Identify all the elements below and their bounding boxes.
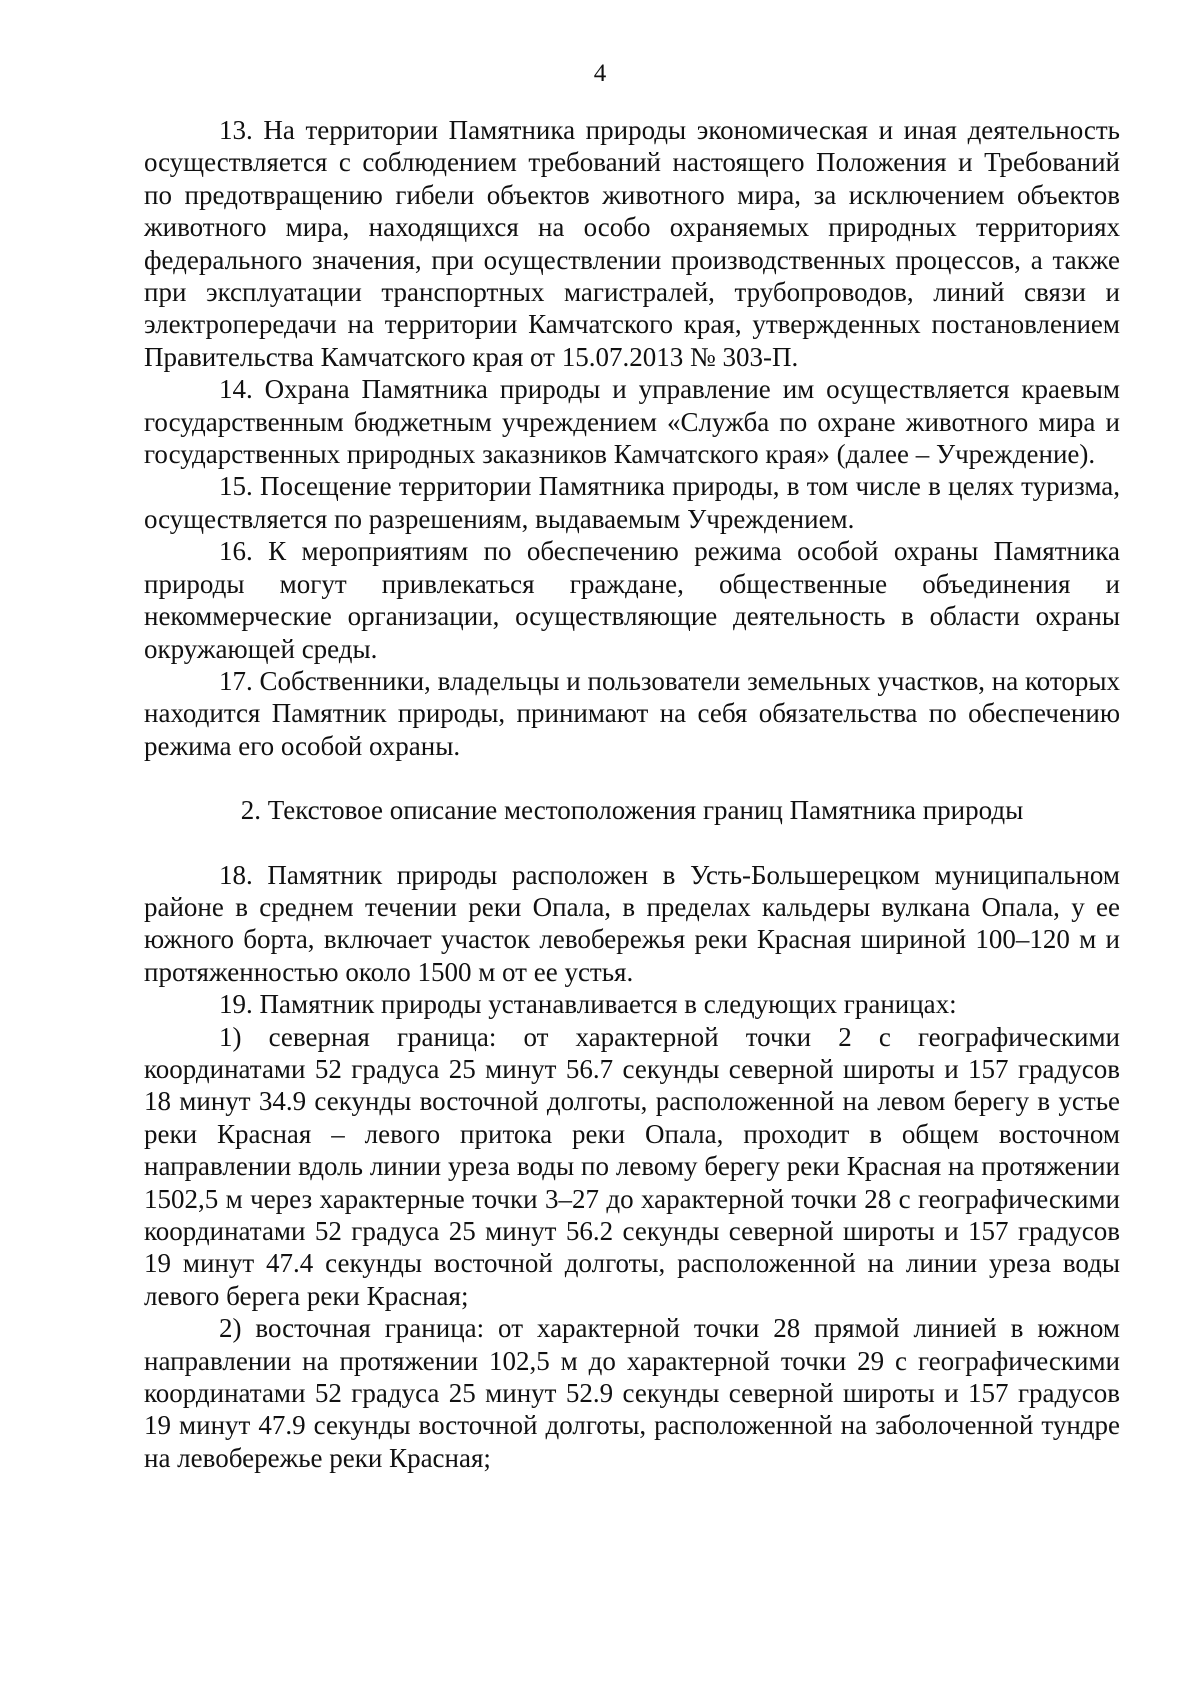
document-body xyxy=(144,114,1120,1474)
paragraph-16: 16. К мероприятиям по обеспечению режима особой охраны Памятника природы могут привлекаться граждане, общественные объединения и некоммерческие организации, осуществляющие деятельность в области охраны окружающей среды. xyxy=(144,536,1120,664)
paragraph-15: 15. Посещение территории Памятника природы, в том числе в целях туризма, осуществляется по разрешениям, выдаваемым Учреждением. xyxy=(144,471,1120,534)
paragraph-19: 19. Памятник природы устанавливается в следующих границах: xyxy=(219,989,957,1020)
paragraph-14: 14. Охрана Памятника природы и управление им осуществляется краевым государственным бюджетным учреждением «Служба по охране животного мира и государственных природных заказников Камчатского края» (далее – Учреждение). xyxy=(144,374,1120,470)
boundary-north: 1) северная граница: от характерной точки 2 с географическими координатами 52 градуса 25 минут 56.7 секунды северной широты и 157 градусов 18 минут 34.9 секунды восточной долготы, расположенной на левом берегу в устье реки Красная – левого притока реки Опала, проходит в общем восточном направлении вдоль линии уреза воды по левому берегу реки Красная на протяжении 1502,5 м через характерные точки 3–27 до характерной точки 28 с географическими координатами 52 градуса 25 минут 56.2 секунды северной широты и 157 градусов 19 минут 47.4 секунды восточной долготы, расположенной на линии уреза воды левого берега реки Красная; xyxy=(144,1021,1120,1311)
boundary-east: 2) восточная граница: от характерной точки 28 прямой линией в южном направлении на протяжении 102,5 м до характерной точки 29 с географическими координатами 52 градуса 25 минут 52.9 секунды северной широты и 157 градусов 19 минут 47.9 секунды восточной долготы, расположенной на заболоченной тундре на левобережье реки Красная; xyxy=(144,1313,1120,1473)
paragraph-17: 17. Собственники, владельцы и пользователи земельных участков, на которых находится Памятник природы, принимают на себя обязательства по обеспечению режима его особой охраны. xyxy=(144,665,1120,761)
page-number: 4 xyxy=(593,60,607,87)
section-heading: 2. Текстовое описание местоположения границ Памятника природы xyxy=(240,795,1024,826)
paragraph-18: 18. Памятник природы расположен в Усть-Большерецком муниципальном районе в среднем течении реки Опала, в пределах кальдеры вулкана Опала, у ее южного борта, включает участок левобережья реки Красная шириной 100–120 м и протяженностью около 1500 м от ее устья. xyxy=(144,859,1120,987)
paragraph-13: 13. На территории Памятника природы экономическая и иная деятельность осуществляется с соблюдением требований настоящего Положения и Требований по предотвращению гибели объектов животного мира, за исключением объектов животного мира, находящихся на особо охраняемых природных территориях федерального значения, при осуществлении производственных процессов, а также при эксплуатации транспортных магистралей, трубопроводов, линий связи и электропередачи на территории Камчатского края, утвержденных постановлением Правительства Камчатского края от 15.07.2013 № 303-П. xyxy=(144,115,1120,372)
